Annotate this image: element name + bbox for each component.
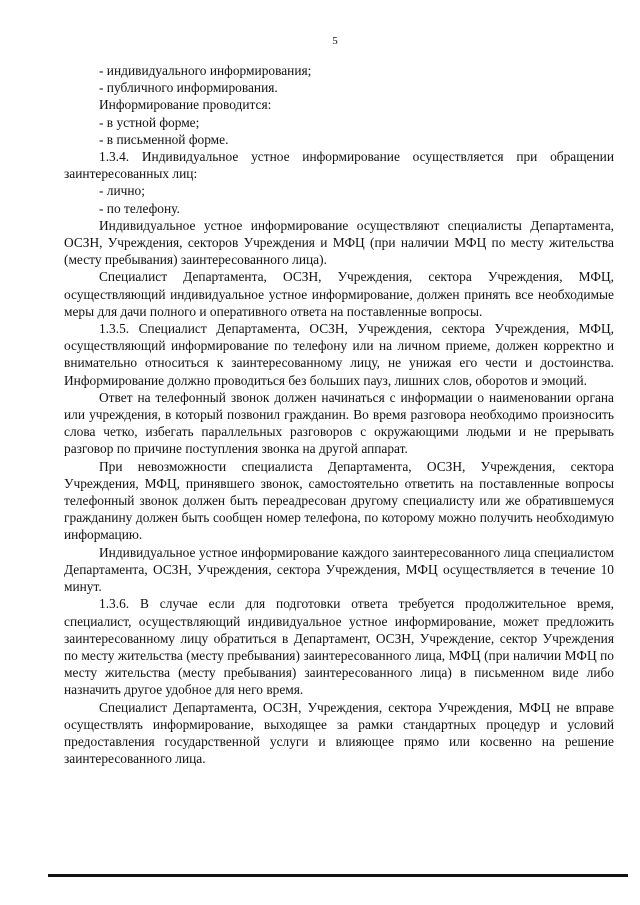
paragraph: При невозможности специалиста Департамента, ОСЗН, Учреждения, сектора Учреждения, МФЦ, принявшего звонок, самостоятельно ответить на поставленные вопросы телефонный звонок должен быть переадресован другому специалисту или же обратившемуся гражданину должен быть сообщен номер телефона, по которому можно получить необходимую информацию. — [64, 458, 614, 543]
list-item: - индивидуального информирования; — [99, 63, 312, 78]
list-item: - в устной форме; — [99, 114, 200, 130]
list-item: - лично; — [99, 183, 145, 199]
list-item: - публичного информирования. — [99, 80, 278, 96]
paragraph: Специалист Департамента, ОСЗН, Учреждения, сектора Учреждения, МФЦ не вправе осуществлять информирование, выходящее за рамки стандартных процедур и условий предоставления государственной услуги и влияющее прямо или косвенно на решение заинтересованного лица. — [64, 699, 614, 767]
paragraph: Специалист Департамента, ОСЗН, Учреждения, сектора Учреждения, МФЦ, осуществляющий индивидуальное устное информирование, должен принять все необходимые меры для дачи полного и оперативного ответа на поставленные вопросы. — [64, 269, 614, 319]
paragraph: Индивидуальное устное информирование каждого заинтересованного лица специалистом Департамента, ОСЗН, Учреждения, сектора Учреждения, МФЦ осуществляется в течение 10 минут. — [64, 544, 614, 595]
document-body — [64, 62, 614, 767]
page-number: 5 — [332, 35, 338, 47]
paragraph: 1.3.4. Индивидуальное устное информирование осуществляется при обращении заинтересованных лиц: — [64, 149, 614, 182]
paragraph: 1.3.5. Специалист Департамента, ОСЗН, Учреждения, сектора Учреждения, МФЦ, осуществляющий информирование по телефону или на личном приеме, должен корректно и внимательно относиться к заинтересованному лицу, не унижая его чести и достоинства. Информирование должно проводиться без больших пауз, лишних слов, оборотов и эмоций. — [64, 321, 614, 388]
paragraph: Информирование проводится: — [99, 97, 272, 113]
paragraph: Ответ на телефонный звонок должен начинаться с информации о наименовании органа или учреждения, в который позвонил гражданин. Во время разговора необходимо произносить слова четко, избегать параллельных разговоров с окружающими людьми и не прерывать разговор по причине поступления звонка на другой аппарат. — [64, 389, 614, 457]
bottom-rule — [48, 874, 628, 877]
list-item: - по телефону. — [99, 200, 180, 216]
list-item: - в письменной форме. — [99, 131, 229, 147]
paragraph: Индивидуальное устное информирование осуществляют специалисты Департамента, ОСЗН, Учреждения, секторов Учреждения и МФЦ (при наличии МФЦ по месту жительства (месту пребывания) заинтересованного лица). — [64, 217, 614, 268]
paragraph: 1.3.6. В случае если для подготовки ответа требуется продолжительное время, специалист, осуществляющий индивидуальное устное информирование, может предложить заинтересованному лицу обратиться в Департамент, ОСЗН, Учреждение, сектор Учреждения по месту жительства (месту пребывания) заинтересованного лица, МФЦ (при наличии МФЦ по месту жительства (месту пребывания) заинтересованного лица) в письменном виде либо назначить другое удобное для него время. — [64, 596, 614, 698]
